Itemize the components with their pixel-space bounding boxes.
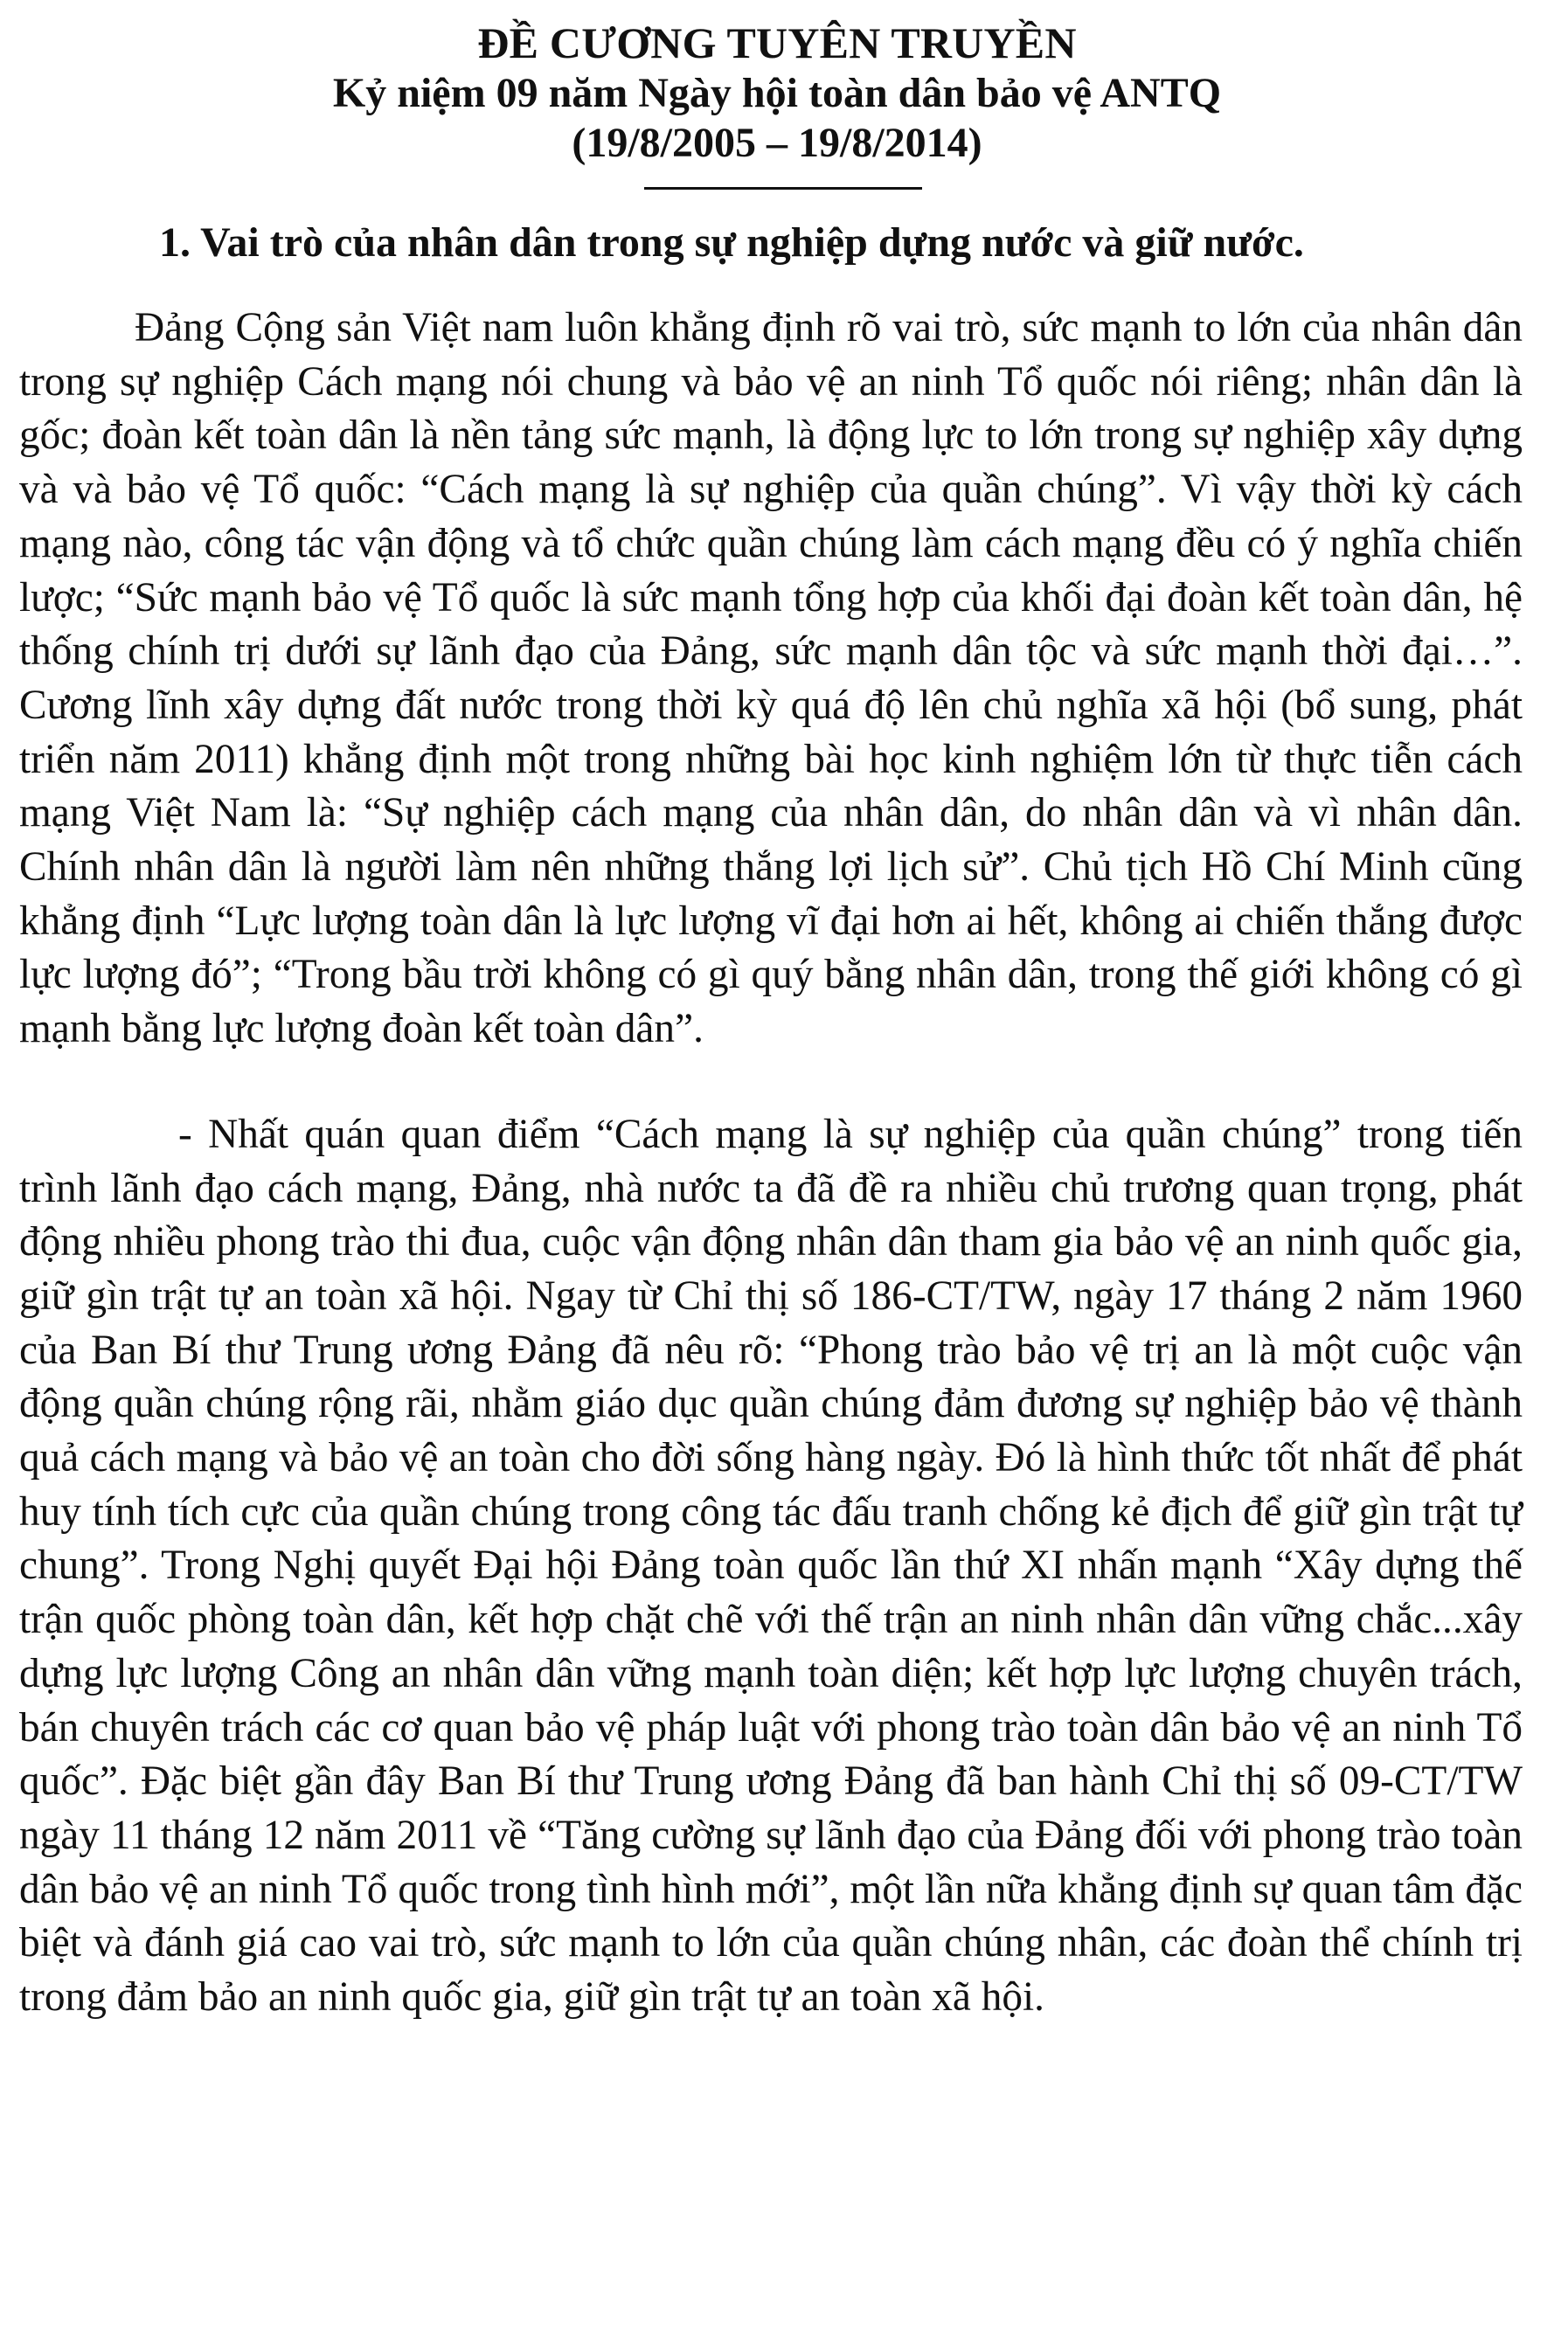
document-subtitle: Kỷ niệm 09 năm Ngày hội toàn dân bảo vệ ANTQ (332, 70, 1222, 116)
document-dates: (19/8/2005 – 19/8/2014) (572, 120, 982, 166)
body-paragraph-2: - Nhất quán quan điểm “Cách mạng là sự nghiệp của quần chúng” trong tiến trình lãnh đạo cách mạng, Đảng, nhà nước ta đã đề ra nhiều chủ trương quan trọng, phát động nhiều phong trào thi đua, cuộc vận động nhân dân tham gia bảo vệ an ninh quốc gia, giữ gìn trật tự an toàn xã hội. Ngay từ Chỉ thị số 186-CT/TW, ngày 17 tháng 2 năm 1960 của Ban Bí thư Trung ương Đảng đã nêu rõ: “Phong trào bảo vệ trị an là một cuộc vận động quần chúng rộng rãi, nhằm giáo dục quần chúng đảm đương sự nghiệp bảo vệ thành quả cách mạng và bảo vệ an toàn cho đời sống hàng ngày. Đó là hình thức tốt nhất để phát huy tính tích cực của quần chúng trong công tác đấu tranh chống kẻ địch để giữ gìn trật tự chung”. Trong Nghị quyết Đại hội Đảng toàn quốc lần thứ XI nhấn mạnh “Xây dựng thế trận quốc phòng toàn dân, kết hợp chặt chẽ với thế trận an ninh nhân dân vững chắc...xây dựng lực lượng Công an nhân dân vững mạnh toàn diện; kết hợp lực lượng chuyên trách, bán chuyên trách các cơ quan bảo vệ pháp luật với phong trào toàn dân bảo vệ an ninh Tổ quốc”. Đặc biệt gần đây Ban Bí thư Trung ương Đảng đã ban hành Chỉ thị số 09-CT/TW ngày 11 tháng 12 năm 2011 về “Tăng cường sự lãnh đạo của Đảng đối với phong trào toàn dân bảo vệ an ninh Tổ quốc trong tình hình mới”, một lần nữa khẳng định sự quan tâm đặc biệt và đánh giá cao vai trò, sức mạnh to lớn của quần chúng nhân, các đoàn thể chính trị trong đảm bảo an ninh quốc gia, giữ gìn trật tự an toàn xã hội. (19, 1111, 1523, 2021)
body-paragraph-1: Đảng Cộng sản Việt nam luôn khẳng định rõ vai trò, sức mạnh to lớn của nhân dân trong sự nghiệp Cách mạng nói chung và bảo vệ an ninh Tổ quốc nói riêng; nhân dân là gốc; đoàn kết toàn dân là nền tảng sức mạnh, là động lực to lớn trong sự nghiệp xây dựng và và bảo vệ Tổ quốc: “Cách mạng là sự nghiệp của quần chúng”. Vì vậy thời kỳ cách mạng nào, công tác vận động và tổ chức quần chúng làm cách mạng đều có ý nghĩa chiến lược; “Sức mạnh bảo vệ Tổ quốc là sức mạnh tổng hợp của khối đại đoàn kết toàn dân, hệ thống chính trị dưới sự lãnh đạo của Đảng, sức mạnh dân tộc và sức mạnh thời đại…”. Cương lĩnh xây dựng đất nước trong thời kỳ quá độ lên chủ nghĩa xã hội (bổ sung, phát triển năm 2011) khẳng định một trong những bài học kinh nghiệm lớn từ thực tiễn cách mạng Việt Nam là: “Sự nghiệp cách mạng của nhân dân, do nhân dân và vì nhân dân. Chính nhân dân là người làm nên những thắng lợi lịch sử”. Chủ tịch Hồ Chí Minh cũng khẳng định “Lực lượng toàn dân là lực lượng vĩ đại hơn ai hết, không ai chiến thắng được lực lượng đó”; “Trong bầu trời không có gì quý bằng nhân dân, trong thế giới không có gì mạnh bằng lực lượng đoàn kết toàn dân”. (19, 305, 1523, 1052)
document-title: ĐỀ CƯƠNG TUYÊN TRUYỀN (477, 18, 1077, 67)
section-heading: 1. Vai trò của nhân dân trong sự nghiệp dựng nước và giữ nước. (159, 219, 1304, 266)
title-block (31, 17, 1523, 190)
title-divider (644, 187, 922, 190)
